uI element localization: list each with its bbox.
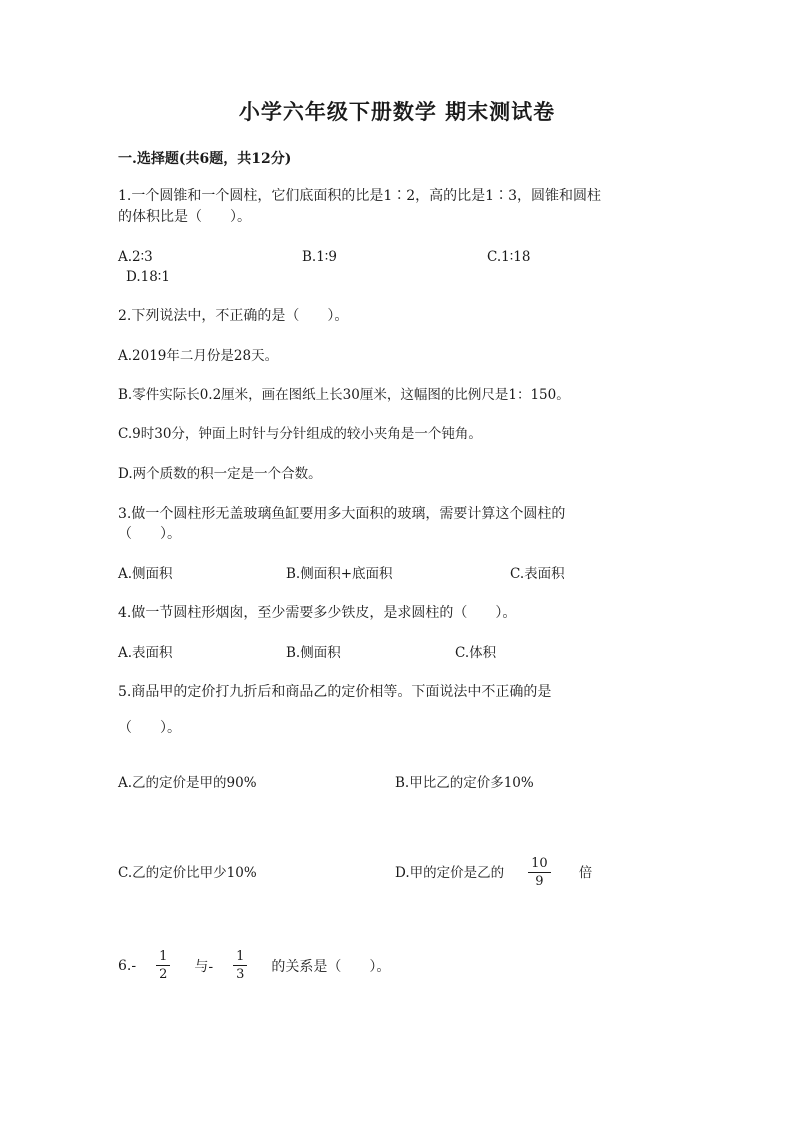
section-heading: 一.选择题(共6题，共12分) [118,151,292,167]
fraction-denominator: 3 [236,967,245,982]
fraction-ten-ninths [528,856,551,889]
fraction-numerator: 10 [528,856,551,873]
question-5-option-d [395,856,592,889]
question-2-option-a: A.2019年二月份是28天。 [118,348,279,364]
question-5-line-2: （ ）。 [118,720,181,736]
question-2-option-b: B.零件实际长0.2厘米，画在图纸上长30厘米，这幅图的比例尺是1：150。 [118,387,570,403]
fraction-numerator: 1 [233,949,247,966]
question-6-suffix: 的关系是（ ）。 [271,958,391,975]
fraction-denominator: 9 [535,874,544,889]
fraction-numerator: 1 [156,949,170,966]
question-5-option-b: B.甲比乙的定价多10% [395,775,534,791]
question-3-line-1: 3.做一个圆柱形无盖玻璃鱼缸要用多大面积的玻璃，需要计算这个圆柱的 [118,506,566,522]
question-3-option-b: B.侧面积+底面积 [286,566,393,582]
question-1-option-d: D.18∶1 [126,269,170,285]
question-4-option-a: A.表面积 [118,645,173,661]
question-1-option-b: B.1∶9 [302,249,337,265]
question-2-option-c: C.9时30分，钟面上时针与分针组成的较小夹角是一个钝角。 [118,426,482,442]
fraction-denominator: 2 [159,967,168,982]
fraction-one-half [156,949,170,982]
question-5-option-d-prefix: D.甲的定价是乙的 [395,864,505,881]
question-3-option-a: A.侧面积 [118,566,173,582]
question-4-option-b: B.侧面积 [286,645,341,661]
question-1-option-a: A.2∶3 [118,249,153,265]
question-4-stem: 4.做一节圆柱形烟囱，至少需要多少铁皮，是求圆柱的（ ）。 [118,605,517,621]
question-5-option-a: A.乙的定价是甲的90% [118,775,257,791]
question-2-stem: 2.下列说法中，不正确的是（ ）。 [118,308,349,324]
question-5-line-1: 5.商品甲的定价打九折后和商品乙的定价相等。下面说法中不正确的是 [118,684,552,700]
question-6-middle: 与- [194,958,214,975]
question-6-prefix: 6.- [118,957,137,974]
page-title: 小学六年级下册数学 期末测试卷 [238,99,556,124]
question-1-line-1: 1.一个圆锥和一个圆柱，它们底面积的比是1∶2，高的比是1∶3，圆锥和圆柱 [118,188,601,204]
question-3-option-c: C.表面积 [510,566,565,582]
question-1-line-2: 的体积比是（ ）。 [118,209,251,225]
question-6-stem [118,949,390,982]
question-4-option-c: C.体积 [455,645,497,661]
fraction-one-third [233,949,247,982]
question-5-option-c: C.乙的定价比甲少10% [118,865,257,881]
question-5-option-d-suffix: 倍 [578,864,593,881]
question-1-option-c: C.1∶18 [487,249,531,265]
question-2-option-d: D.两个质数的积一定是一个合数。 [118,466,322,482]
question-3-line-2: （ ）。 [118,526,181,542]
